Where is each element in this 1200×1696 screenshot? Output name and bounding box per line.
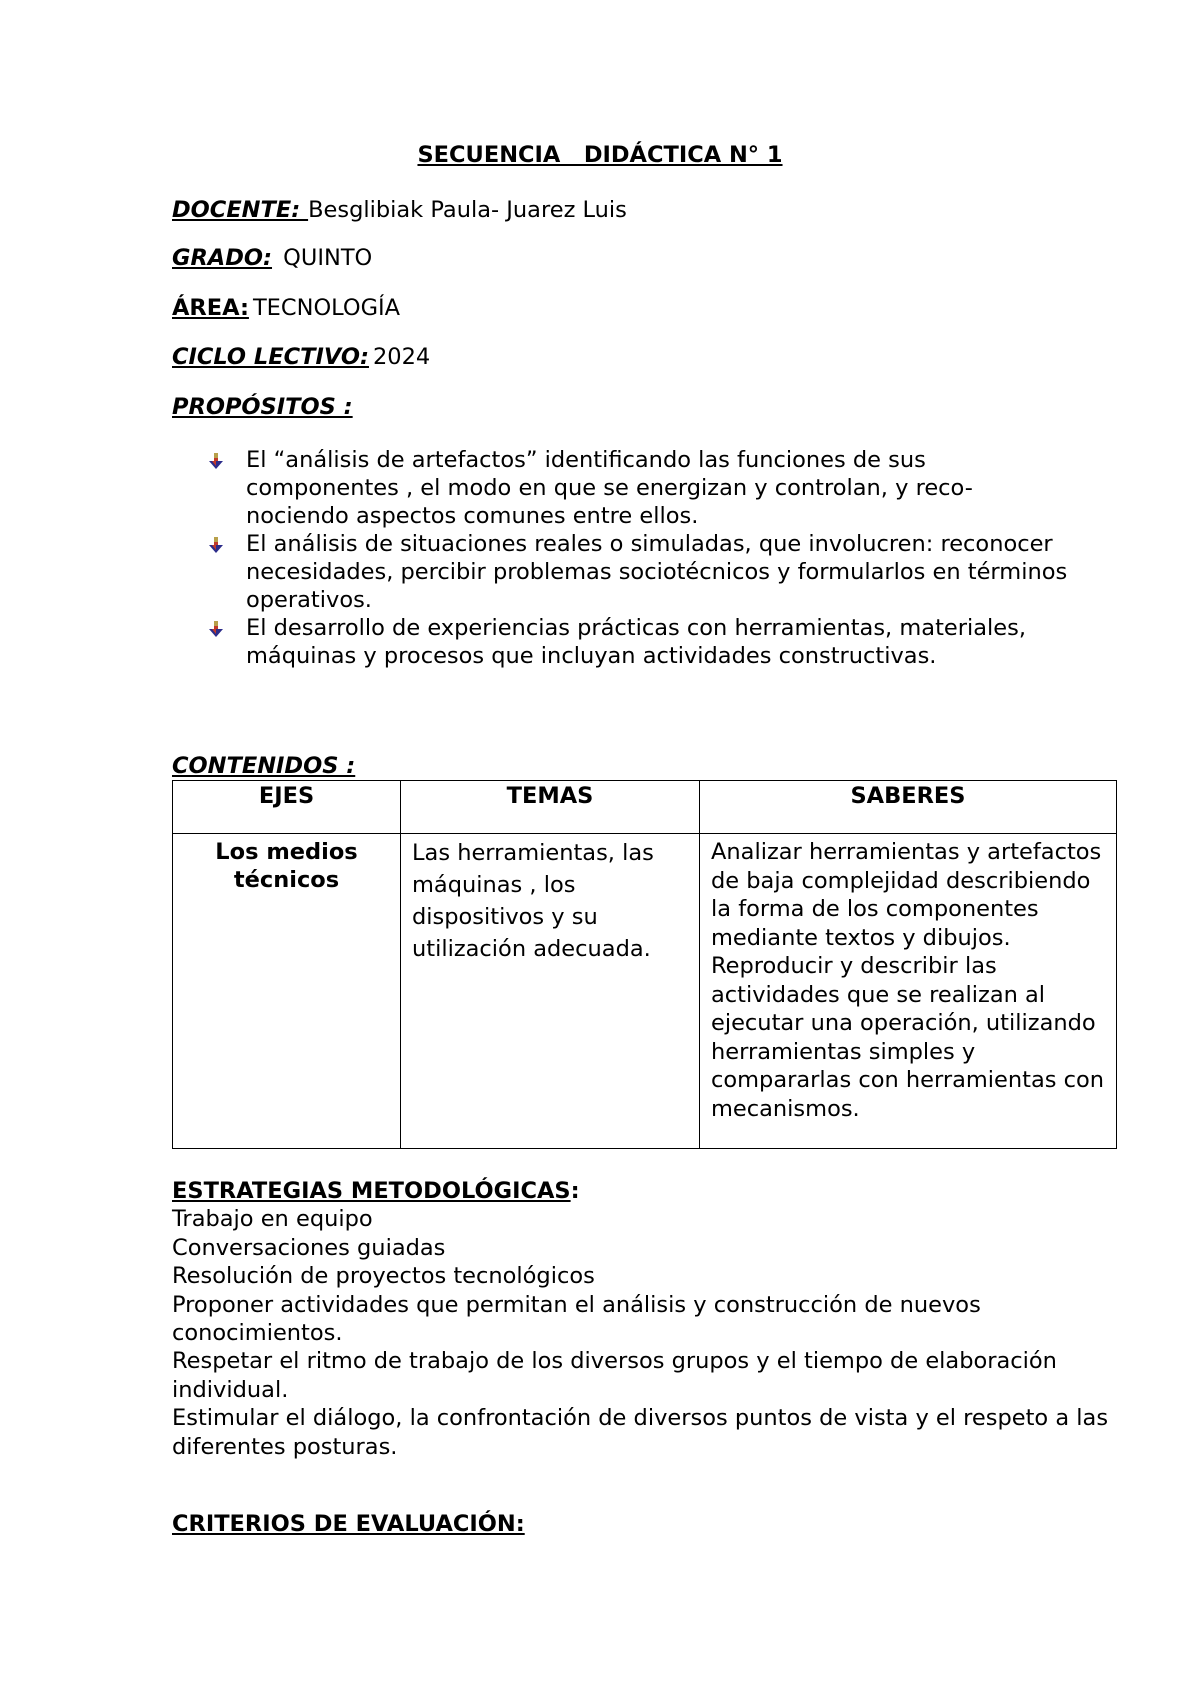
arrow-down-icon <box>208 537 224 553</box>
estrategias-heading-colon: : <box>570 1178 580 1204</box>
list-item <box>172 614 1072 670</box>
table-header-row <box>173 781 1117 834</box>
grado-field <box>172 243 372 273</box>
contenidos-heading-text: CONTENIDOS : <box>172 753 356 779</box>
contenidos-heading <box>172 753 355 779</box>
docente-value: Besglibiak Paula- Juarez Luis <box>308 197 627 223</box>
propositos-heading-text: PROPÓSITOS : <box>172 394 353 420</box>
estrategias-heading-text: ESTRATEGIAS METODOLÓGICAS <box>172 1178 571 1204</box>
area-label: ÁREA: <box>172 295 249 321</box>
ciclo-value: 2024 <box>372 344 431 370</box>
cell-saberes <box>700 834 1117 1149</box>
ciclo-field <box>172 342 430 372</box>
header-ejes: EJES <box>173 781 401 834</box>
estrategias-heading <box>172 1177 1132 1205</box>
table-row <box>173 834 1117 1149</box>
area-value: TECNOLOGÍA <box>252 295 401 321</box>
estrategia-item: Resolución de proyectos tecnológicos <box>172 1263 595 1290</box>
header-saberes: SABERES <box>700 781 1117 834</box>
proposito-text: El análisis de situaciones reales o simuladas, que involucren: reconocer necesidades, percibir problemas sociotécnicos y formularlos en términos operativos. <box>246 531 1068 613</box>
cell-eje: Los medios técnicos <box>173 834 401 1149</box>
proposito-text: El desarrollo de experiencias prácticas con herramientas, materiales, máquinas y procesos que incluyan actividades constructivas. <box>246 615 1026 669</box>
propositos-list <box>172 446 1072 670</box>
header-temas: TEMAS <box>401 781 700 834</box>
cell-tema: Las herramientas, las máquinas , los dispositivos y su utilización adecuada. <box>401 834 700 1149</box>
document-title: SECUENCIA DIDÁCTICA N° 1 <box>417 142 783 168</box>
grado-value: QUINTO <box>276 245 373 271</box>
estrategia-item: Estimular el diálogo, la confrontación de diversos puntos de vista y el respeto a las diferentes posturas. <box>172 1405 1109 1460</box>
list-item <box>172 530 1072 614</box>
estrategia-item: Conversaciones guiadas <box>172 1234 446 1261</box>
arrow-down-icon <box>208 621 224 637</box>
saber-item: Reproducir y describir las actividades que se realizan al ejecutar una operación, utilizando herramientas simples y compararlas con herramientas con mecanismos. <box>711 953 1105 1122</box>
grado-label: GRADO: <box>172 245 273 271</box>
estrategias-section <box>172 1177 1132 1461</box>
docente-field <box>172 195 627 225</box>
ciclo-label: CICLO LECTIVO: <box>172 344 369 370</box>
area-field <box>172 293 400 323</box>
saber-item: Analizar herramientas y artefactos de baja complejidad describiendo la forma de los componentes mediante textos y dibujos. <box>711 839 1102 951</box>
list-item <box>172 446 1072 530</box>
estrategia-item: Trabajo en equipo <box>172 1206 373 1233</box>
propositos-heading <box>172 392 353 422</box>
arrow-down-icon <box>208 453 224 469</box>
contenidos-table <box>172 780 1117 1149</box>
docente-label: DOCENTE: <box>172 197 309 223</box>
criterios-heading: CRITERIOS DE EVALUACIÓN: <box>172 1511 525 1537</box>
proposito-text: El “análisis de artefactos” identificando las funciones de sus componentes , el modo en que se energizan y controlan, y reco-nociendo aspectos comunes entre ellos. <box>246 447 973 529</box>
estrategia-item: Proponer actividades que permitan el análisis y construcción de nuevos conocimientos. <box>172 1291 981 1347</box>
estrategia-item: Respetar el ritmo de trabajo de los diversos grupos y el tiempo de elaboración individual. <box>172 1348 1057 1403</box>
